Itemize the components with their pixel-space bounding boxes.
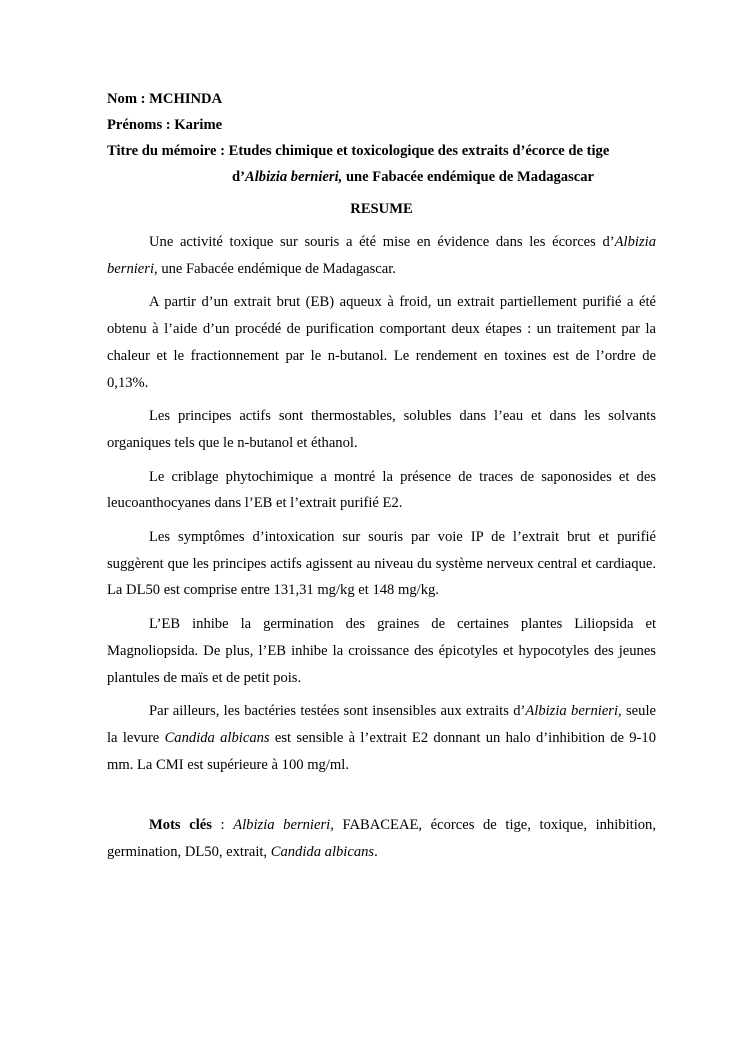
p7-species-2: Candida albicans — [164, 729, 270, 746]
abstract-paragraph-4: Le criblage phytochimique a montré la présence de traces de saponosides et des leucoanthocyanes dans l’EB et l’extrait purifié E2. — [107, 468, 656, 512]
document-page — [107, 86, 656, 866]
keywords-end: . — [374, 844, 378, 861]
thesis-title-line-2 — [107, 164, 656, 190]
p7-text-c: est sensible à l’extrait E2 donnant un halo d’inhibition de 9-10 mm. La CMI est supérieure à 100 mg/ml. — [107, 729, 657, 773]
abstract-paragraph-1 — [107, 229, 656, 282]
abstract-paragraph-6: L’EB inhibe la germination des graines de certaines plantes Liliopsida et Magnoliopsida. De plus, l’EB inhibe la croissance des épicotyles et hypocotyles des jeunes plantules de maïs et de petit pois. — [107, 616, 656, 686]
p7-text-b: , seule la levure — [107, 703, 656, 746]
p1-species: Albizia bernieri — [107, 234, 656, 277]
p1-text-a: Une activité toxique sur souris a été mise en évidence dans les écorces d’ — [149, 234, 615, 250]
section-title: RESUME — [350, 201, 413, 217]
keywords-list: , FABACEAE, écorces de tige, toxique, inhibition, germination, DL50, extrait, — [107, 817, 656, 861]
abstract-paragraph-3: Les principes actifs sont thermostables, solubles dans l’eau et dans les solvants organiques tels que le n-butanol et éthanol. — [107, 408, 656, 451]
abstract-paragraph-7 — [107, 698, 656, 778]
keywords-species: Albizia bernieri — [233, 817, 331, 834]
thesis-title-line-1: Titre du mémoire : Etudes chimique et toxicologique des extraits d’écorce de tige — [107, 143, 610, 159]
keywords-species-2: Candida albicans — [270, 844, 375, 861]
abstract-paragraph-2: A partir d’un extrait brut (EB) aqueux à froid, un extrait partiellement purifié a été obtenu à l’aide d’un procédé de purification comportant deux étapes : un traitement par la chaleur et le fractionnement par le n-butanol. Le rendement en toxines est de l’ordre de 0,13%. — [107, 294, 656, 391]
author-firstname: Prénoms : Karime — [107, 117, 223, 133]
p7-species: Albizia bernieri — [525, 703, 619, 720]
thesis-title-suffix: une Fabacée endémique de Madagascar — [342, 169, 595, 185]
thesis-title-species: Albizia bernieri, — [244, 169, 343, 185]
keywords-label: Mots clés — [149, 817, 212, 834]
abstract-paragraph-5: Les symptômes d’intoxication sur souris par voie IP de l’extrait brut et purifié suggèrent que les principes actifs agissent au niveau du système nerveux central et cardiaque. La DL50 est comprise entre 131,31 mg/kg et 148 mg/kg. — [107, 529, 656, 599]
thesis-title-prefix: d’ — [232, 169, 245, 185]
author-name: Nom : MCHINDA — [107, 91, 223, 107]
p1-text-b: , une Fabacée endémique de Madagascar. — [154, 260, 396, 277]
keywords — [107, 812, 656, 865]
keywords-separator: : — [211, 817, 234, 834]
p7-text-a: Par ailleurs, les bactéries testées sont insensibles aux extraits d’ — [149, 703, 526, 720]
